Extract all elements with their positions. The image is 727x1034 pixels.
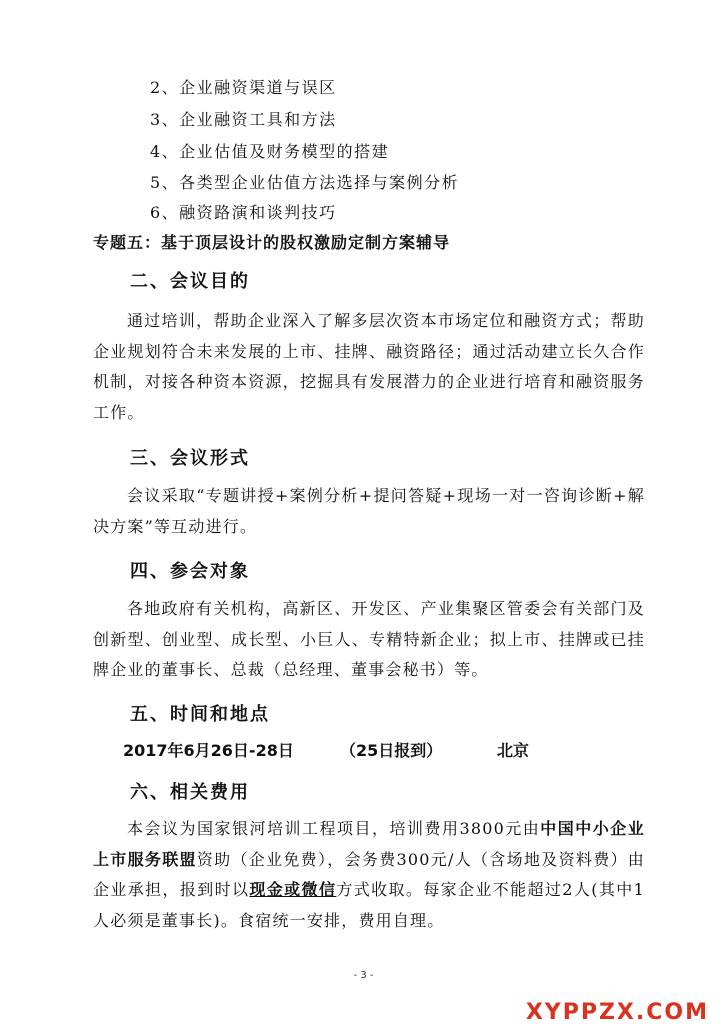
list-item: 2、企业融资渠道与误区 [150,78,337,97]
meeting-city: 北京 [497,741,530,760]
page-number: - 3 - [353,970,374,981]
section-heading-time-place: 五、时间和地点 [130,704,270,725]
audience-paragraph: 各地政府有关机构，高新区、开发区、产业集聚区管委会有关部门及创新型、创业型、成长型、小巨人、专精特新企业；拟上市、挂牌或已挂牌企业的董事长、总裁（总经理、董事会秘书）等。 [93,599,645,679]
section-heading-fees: 六、相关费用 [130,782,250,803]
section-heading-purpose: 二、会议目的 [130,271,250,292]
list-item: 4、企业估值及财务模型的搭建 [150,142,390,161]
checkin-date: （25日报到） [340,741,443,760]
format-paragraph: 会议采取“专题讲授+案例分析+提问答疑+现场一对一咨询诊断+解决方案”等互动进行。 [93,486,645,536]
meeting-date: 2017年6月26日-28日 [123,741,294,760]
topic-five-heading: 专题五：基于顶层设计的股权激励定制方案辅导 [93,233,451,252]
list-item: 5、各类型企业估值方法选择与案例分析 [150,173,460,192]
section-heading-audience: 四、参会对象 [130,561,250,582]
purpose-paragraph: 通过培训，帮助企业深入了解多层次资本市场定位和融资方式；帮助企业规划符合未来发展的上市、挂牌、融资路径；通过活动建立长久合作机制，对接各种资本资源，挖掘具有发展潜力的企业进行培育和融资服务工作。 [93,311,645,422]
list-item: 3、企业融资工具和方法 [150,110,337,129]
watermark-logo: XYPPZX.COM [525,1000,709,1025]
section-heading-format: 三、会议形式 [130,448,250,469]
fees-paragraph [93,814,645,936]
payment-method: 现金或微信 [249,880,337,899]
fees-text-2: 资助（企业免费），会务费300元/人（含场地及资料费）由企业承担，报到时以 [93,849,646,899]
fees-text-3: 方式收取。每家企业不能超过2人(其中1人必须是董事长)。食宿统一安排，费用自理。 [93,880,645,930]
fees-text-1: 本会议为国家银河培训工程项目，培训费用3800元由 [127,819,541,838]
list-item: 6、融资路演和谈判技巧 [150,203,337,222]
alliance-name: 中国中小企业上市服务联盟 [93,819,645,869]
